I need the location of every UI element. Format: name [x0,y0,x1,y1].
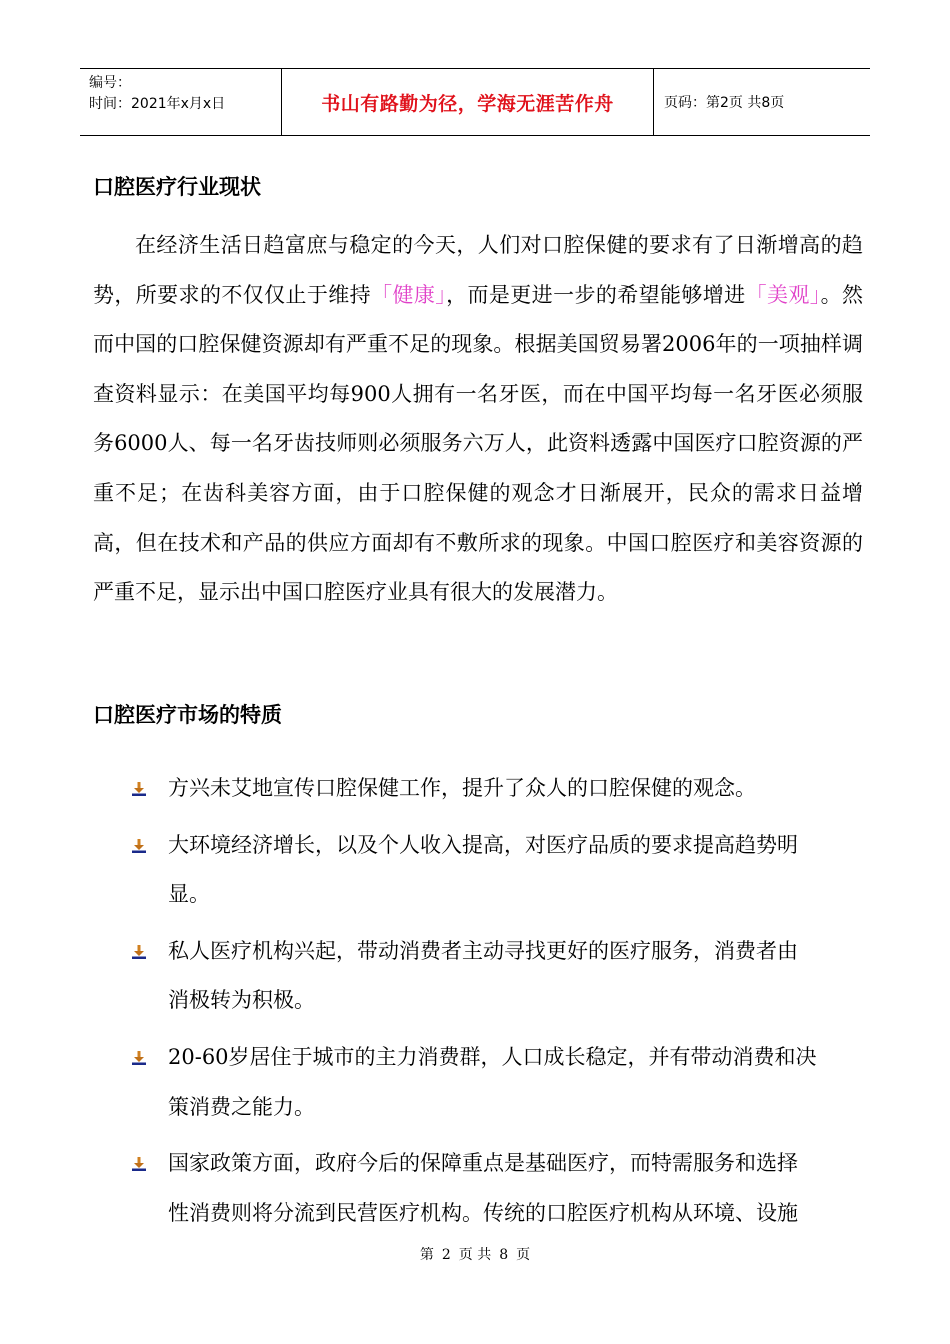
footer-page-number: 2 [441,1247,451,1263]
bullet-text: 国家政策方面，政府今后的保障重点是基础医疗，而特需服务和选择 性消费则将分流到民营医疗机构。传统的口腔医疗机构从环境、设施 [168,1151,798,1225]
list-item [132,1139,862,1238]
arrow-down-bullet-icon [132,821,168,920]
list-item [132,1033,862,1132]
list-item [132,927,862,1026]
bullet-text: 20-60岁居住于城市的主力消费群，人口成长稳定，并有带动消费和决 策消费之能力。 [168,1044,817,1119]
paragraph-text-a: 在经济生活日趋富庶与稳定的今天，人们对口腔保健的要求有了日渐增高的趋势，所要求的不仅仅止于维持 [93,233,863,307]
page-header [80,68,870,136]
highlight-health: 「健康」 [371,282,447,307]
bullet-list [132,764,862,1245]
header-motto: 书山有路勤为径，学海无涯苦作舟 [282,69,654,135]
header-meta [80,69,282,135]
time-label: 时间：2021年x月x日 [89,96,226,112]
number-label: 编号： [89,75,131,91]
list-item [132,821,862,920]
section-heading-characteristics: 口腔医疗市场的特质 [93,703,282,727]
header-page-info: 页码：第2页 共8页 [664,95,785,111]
list-item [132,764,862,814]
footer-total-pages: 8 [499,1247,509,1263]
paragraph-text-b: ，而是更进一步的希望能够增进 [446,282,746,307]
page-footer: 第 2 页 共 8 页 [419,1247,531,1263]
bullet-text: 方兴未艾地宣传口腔保健工作，提升了众人的口腔保健的观念。 [168,776,756,800]
section-heading-status: 口腔医疗行业现状 [93,175,261,199]
arrow-down-bullet-icon [132,927,168,1026]
bullet-text: 私人医疗机构兴起，带动消费者主动寻找更好的医疗服务，消费者由 消极转为积极。 [168,938,798,1013]
arrow-down-bullet-icon [132,1139,168,1238]
highlight-beauty: 「美观」 [745,282,821,307]
paragraph-text-c: 。然而中国的口腔保健资源却有严重不足的现象。根据美国贸易署2006年的一项抽样调查资料显示：在美国平均每900人拥有一名牙医，而在中国平均每一名牙医必须服务6000人、每一名牙齿技师则必须服务六万人，此资料透露中国医疗口腔资源的严重不足；在齿科美容方面，由于口腔保健的观念才日渐展开，民众的需求日益增高，但在技术和产品的供应方面却有不敷所求的现象。中国口腔医疗和美容资源的严重不足，显示出中国口腔医疗业具有很大的发展潜力。 [93,282,864,605]
arrow-down-bullet-icon [132,1033,168,1132]
arrow-down-bullet-icon [132,764,168,814]
bullet-text: 大环境经济增长，以及个人收入提高，对医疗品质的要求提高趋势明 显。 [168,832,798,907]
section-paragraph-status [93,221,863,618]
